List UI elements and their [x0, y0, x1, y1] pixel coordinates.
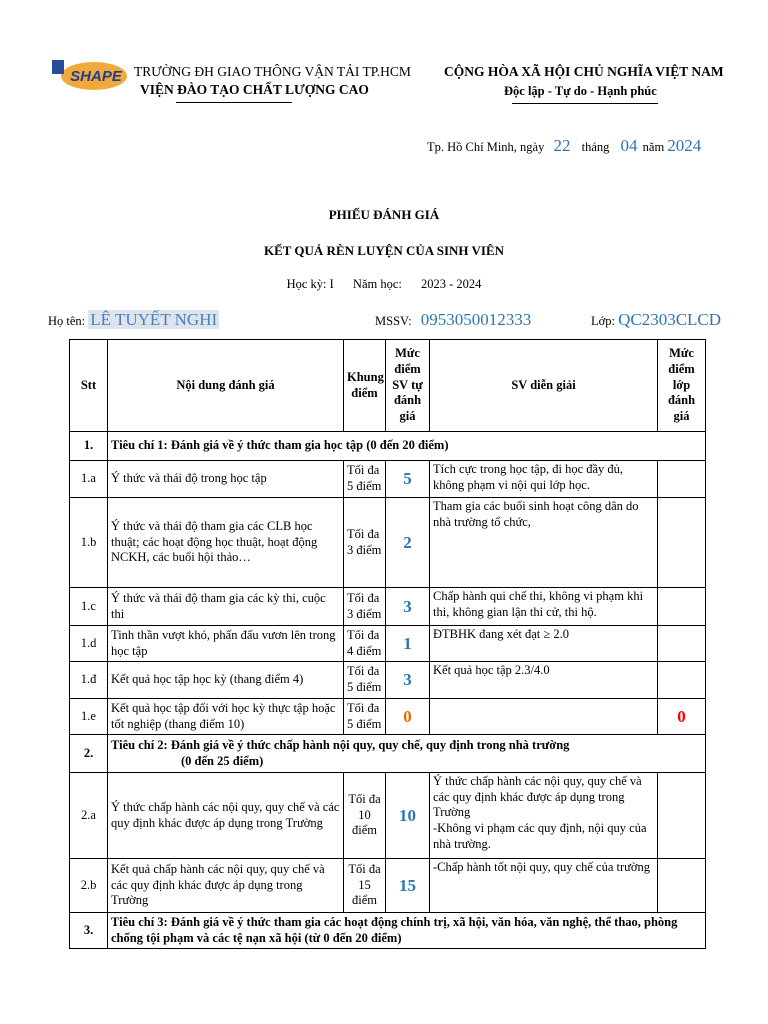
row-explain[interactable]: Tích cực trong học tập, đi học đầy đủ, không phạm vi nội qui lớp học. [430, 461, 658, 498]
date-year-label: năm [642, 140, 665, 154]
header-stt: Stt [70, 340, 108, 432]
table-row [70, 626, 706, 662]
section-title: Tiêu chí 3: Đánh giá về ý thức tham gia các hoạt động chính trị, xã hội, văn hóa, văn nghệ, thể thao, phòng chống tội phạm và các tệ nạn xã hội (từ 0 đến 20 điểm) [108, 913, 706, 949]
row-class-score[interactable] [658, 662, 706, 699]
row-frame: Tối đa 3 điểm [344, 498, 386, 588]
school-year-label: Năm học: [352, 277, 402, 291]
row-explain[interactable]: Chấp hành qui chế thi, không vi phạm khi thi, không gian lận thi cử, thi hộ. [430, 588, 658, 626]
school-name: TRƯỜNG ĐH GIAO THÔNG VẬN TẢI TP.HCM [134, 64, 411, 79]
row-frame: Tối đa 15 điểm [344, 859, 386, 913]
row-class-score[interactable] [658, 588, 706, 626]
row-self-score[interactable]: 15 [386, 859, 430, 913]
row-self-score[interactable]: 0 [386, 699, 430, 735]
section-stt: 3. [70, 913, 108, 949]
row-explain[interactable]: -Chấp hành tốt nội quy, quy chế của trường [430, 859, 658, 913]
row-stt: 1.a [70, 461, 108, 498]
row-self-score[interactable]: 1 [386, 626, 430, 662]
student-class: QC2303CLCD [618, 310, 722, 329]
nation-motto: Độc lập - Tự do - Hạnh phúc [504, 84, 657, 98]
row-class-score[interactable] [658, 461, 706, 498]
section-row [70, 432, 706, 461]
table-row [70, 662, 706, 699]
row-content: Kết quả chấp hành các nội quy, quy chế và các quy định khác được áp dụng trong Trường [108, 859, 344, 913]
table-row [70, 859, 706, 913]
row-stt: 2.a [70, 773, 108, 859]
section-title-cell [108, 735, 706, 773]
table-row [70, 699, 706, 735]
row-stt: 1.e [70, 699, 108, 735]
table-row [70, 461, 706, 498]
table-row [70, 588, 706, 626]
row-frame: Tối đa 5 điểm [344, 662, 386, 699]
section-row [70, 735, 706, 773]
date-month-label: tháng [581, 140, 610, 154]
section-stt: 1. [70, 432, 108, 461]
student-id: 0953050012333 [420, 310, 532, 329]
date-prefix: Tp. Hồ Chí Minh, ngày [427, 140, 545, 154]
row-content: Ý thức và thái độ trong học tập [108, 461, 344, 498]
row-stt: 1.c [70, 588, 108, 626]
section-title: Tiêu chí 1: Đánh giá về ý thức tham gia học tập (0 đến 20 điểm) [108, 432, 706, 461]
student-id-label: MSSV: [375, 314, 412, 328]
row-content: Ý thức chấp hành các nội quy, quy chế và các quy định khác được áp dụng trong Trường [108, 773, 344, 859]
institute-name: VIỆN ĐÀO TẠO CHẤT LƯỢNG CAO [140, 82, 369, 97]
form-subtitle: KẾT QUẢ RÈN LUYỆN CỦA SINH VIÊN [263, 243, 505, 258]
row-stt: 1.d [70, 626, 108, 662]
header-self-score: Mức điểm SV tự đánh giá [386, 340, 430, 432]
institute-underline [176, 102, 292, 103]
row-self-score[interactable]: 5 [386, 461, 430, 498]
row-stt: 1.b [70, 498, 108, 588]
student-name-line [48, 310, 219, 330]
student-class-line [591, 310, 721, 330]
row-class-score[interactable]: 0 [658, 699, 706, 735]
motto-underline [512, 103, 658, 104]
row-stt: 2.b [70, 859, 108, 913]
header-class-score: Mức điểm lớp đánh giá [658, 340, 706, 432]
section-stt: 2. [70, 735, 108, 773]
row-class-score[interactable] [658, 773, 706, 859]
header-frame: Khung điểm [344, 340, 386, 432]
table-row [70, 773, 706, 859]
row-explain[interactable] [430, 699, 658, 735]
row-explain[interactable]: Kết quả học tập 2.3/4.0 [430, 662, 658, 699]
row-frame: Tối đa 10 điểm [344, 773, 386, 859]
row-explain[interactable]: Ý thức chấp hành các nội quy, quy chế và các quy định khác được áp dụng trong Trường -Không vi phạm các quy định, nội quy của nhà trường. [430, 773, 658, 859]
student-id-line [375, 310, 531, 330]
date-day: 22 [553, 136, 571, 155]
row-stt: 1.đ [70, 662, 108, 699]
nation-heading: CỘNG HÒA XÃ HỘI CHỦ NGHĨA VIỆT NAM [444, 64, 724, 79]
term-label: Học kỳ: I [286, 277, 334, 291]
row-class-score[interactable] [658, 859, 706, 913]
form-title: PHIẾU ĐÁNH GIÁ [328, 207, 440, 222]
evaluation-table [69, 339, 706, 949]
row-frame: Tối đa 3 điểm [344, 588, 386, 626]
date-month: 04 [620, 136, 638, 155]
row-content: Ý thức và thái độ tham gia các CLB học thuật; các hoạt động học thuật, hoạt động NCKH, các buổi hội thảo… [108, 498, 344, 588]
date-line [427, 136, 701, 156]
row-self-score[interactable]: 3 [386, 588, 430, 626]
header-explain: SV diễn giải [430, 340, 658, 432]
student-name-label: Họ tên: [48, 314, 86, 328]
row-self-score[interactable]: 2 [386, 498, 430, 588]
section-title: Tiêu chí 2: Đánh giá về ý thức chấp hành nội quy, quy chế, quy định trong nhà trường [111, 737, 570, 752]
table-header-row [70, 340, 706, 432]
date-year: 2024 [667, 136, 702, 155]
row-content: Ý thức và thái độ tham gia các kỳ thi, cuộc thi [108, 588, 344, 626]
section-row [70, 913, 706, 949]
row-content: Kết quả học tập đối với học kỳ thực tập hoặc tốt nghiệp (thang điểm 10) [108, 699, 344, 735]
row-explain[interactable]: Tham gia các buổi sinh hoạt công dân do nhà trường tổ chức, [430, 498, 658, 588]
row-frame: Tối đa 4 điểm [344, 626, 386, 662]
school-logo [50, 56, 128, 92]
term-line [0, 277, 768, 292]
section-title-range: (0 đến 25 điểm) [181, 753, 264, 768]
row-self-score[interactable]: 10 [386, 773, 430, 859]
student-name: LÊ TUYẾT NGHI [90, 310, 218, 329]
student-class-label: Lớp: [591, 314, 615, 328]
row-self-score[interactable]: 3 [386, 662, 430, 699]
table-row [70, 498, 706, 588]
row-class-score[interactable] [658, 626, 706, 662]
svg-text:SHAPE: SHAPE [70, 68, 122, 85]
row-class-score[interactable] [658, 498, 706, 588]
row-frame: Tối đa 5 điểm [344, 461, 386, 498]
row-content: Tinh thần vượt khó, phấn đấu vươn lên trong học tập [108, 626, 344, 662]
row-frame: Tối đa 5 điểm [344, 699, 386, 735]
row-explain[interactable]: ĐTBHK đang xét đạt ≥ 2.0 [430, 626, 658, 662]
school-year-value: 2023 - 2024 [421, 277, 482, 291]
header-content: Nội dung đánh giá [108, 340, 344, 432]
row-content: Kết quả học tập học kỳ (thang điểm 4) [108, 662, 344, 699]
